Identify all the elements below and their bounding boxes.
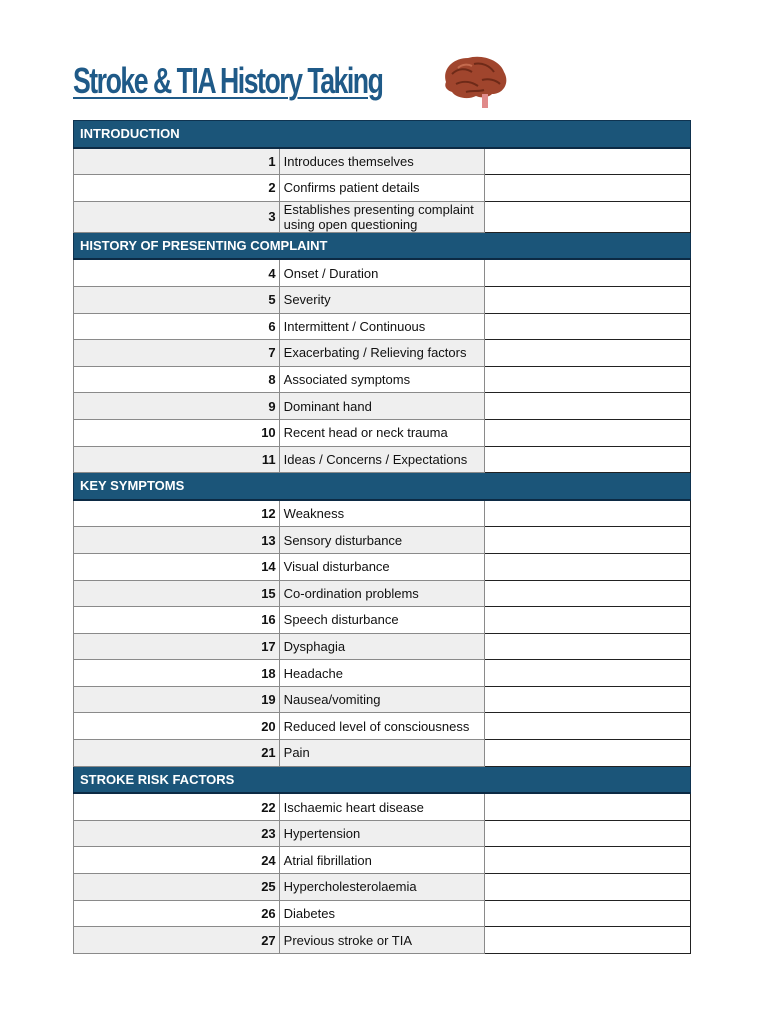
page-title: Stroke & TIA History Taking: [73, 60, 383, 101]
checklist-row: [74, 553, 691, 580]
item-number: 12: [74, 500, 280, 527]
section-header: [74, 121, 691, 148]
item-text: Severity: [279, 286, 485, 313]
checklist-row: [74, 527, 691, 554]
checklist-row: [74, 259, 691, 286]
checkbox-cell[interactable]: [485, 686, 691, 713]
checkbox-cell[interactable]: [485, 847, 691, 874]
item-text: Atrial fibrillation: [279, 847, 485, 874]
item-text: Confirms patient details: [279, 175, 485, 202]
checkbox-cell[interactable]: [485, 607, 691, 634]
checklist-row: [74, 500, 691, 527]
item-text: Exacerbating / Relieving factors: [279, 340, 485, 367]
checkbox-cell[interactable]: [485, 793, 691, 820]
item-number: 20: [74, 713, 280, 740]
item-text: Dominant hand: [279, 393, 485, 420]
item-text: Intermittent / Continuous: [279, 313, 485, 340]
item-number: 22: [74, 793, 280, 820]
checklist-row: [74, 340, 691, 367]
checklist-row: [74, 148, 691, 175]
checklist-row: [74, 793, 691, 820]
checkbox-cell[interactable]: [485, 366, 691, 393]
item-text: Nausea/vomiting: [279, 686, 485, 713]
checkbox-cell[interactable]: [485, 527, 691, 554]
checkbox-cell[interactable]: [485, 201, 691, 232]
item-text: Sensory disturbance: [279, 527, 485, 554]
item-number: 26: [74, 900, 280, 927]
item-text: Onset / Duration: [279, 259, 485, 286]
checklist-row: [74, 607, 691, 634]
checkbox-cell[interactable]: [485, 175, 691, 202]
checklist-row: [74, 847, 691, 874]
item-text: Hypercholesterolaemia: [279, 874, 485, 901]
checkbox-cell[interactable]: [485, 286, 691, 313]
checkbox-cell[interactable]: [485, 553, 691, 580]
checklist-row: [74, 927, 691, 954]
section-heading: HISTORY OF PRESENTING COMPLAINT: [74, 232, 691, 259]
checklist-row: [74, 660, 691, 687]
item-text: Hypertension: [279, 820, 485, 847]
item-number: 7: [74, 340, 280, 367]
item-number: 17: [74, 633, 280, 660]
checklist-row: [74, 900, 691, 927]
item-text: Previous stroke or TIA: [279, 927, 485, 954]
item-number: 3: [74, 201, 280, 232]
item-number: 1: [74, 148, 280, 175]
item-text: Co-ordination problems: [279, 580, 485, 607]
checkbox-cell[interactable]: [485, 713, 691, 740]
brain-icon: [438, 52, 510, 112]
item-text: Diabetes: [279, 900, 485, 927]
item-number: 14: [74, 553, 280, 580]
item-text: Headache: [279, 660, 485, 687]
checklist-row: [74, 313, 691, 340]
item-number: 13: [74, 527, 280, 554]
checklist-row: [74, 419, 691, 446]
item-text: Dysphagia: [279, 633, 485, 660]
item-number: 16: [74, 607, 280, 634]
item-number: 27: [74, 927, 280, 954]
checkbox-cell[interactable]: [485, 820, 691, 847]
item-number: 6: [74, 313, 280, 340]
checkbox-cell[interactable]: [485, 419, 691, 446]
checkbox-cell[interactable]: [485, 393, 691, 420]
section-heading: KEY SYMPTOMS: [74, 473, 691, 500]
item-text: Ischaemic heart disease: [279, 793, 485, 820]
checkbox-cell[interactable]: [485, 740, 691, 767]
checkbox-cell[interactable]: [485, 874, 691, 901]
section-header: [74, 473, 691, 500]
section-header: [74, 766, 691, 793]
checklist-table: [73, 120, 691, 954]
section-header: [74, 232, 691, 259]
checklist-row: [74, 686, 691, 713]
item-text: Ideas / Concerns / Expectations: [279, 446, 485, 473]
item-number: 15: [74, 580, 280, 607]
checkbox-cell[interactable]: [485, 927, 691, 954]
item-text: Establishes presenting complaint using open questioning: [279, 201, 485, 232]
item-number: 24: [74, 847, 280, 874]
item-number: 4: [74, 259, 280, 286]
checklist-row: [74, 820, 691, 847]
item-number: 18: [74, 660, 280, 687]
checklist-row: [74, 201, 691, 232]
checkbox-cell[interactable]: [485, 660, 691, 687]
checklist-row: [74, 175, 691, 202]
item-text: Speech disturbance: [279, 607, 485, 634]
item-text: Introduces themselves: [279, 148, 485, 175]
item-text: Reduced level of consciousness: [279, 713, 485, 740]
checkbox-cell[interactable]: [485, 313, 691, 340]
checkbox-cell[interactable]: [485, 148, 691, 175]
checkbox-cell[interactable]: [485, 900, 691, 927]
item-number: 9: [74, 393, 280, 420]
item-number: 19: [74, 686, 280, 713]
checkbox-cell[interactable]: [485, 446, 691, 473]
checkbox-cell[interactable]: [485, 633, 691, 660]
item-number: 2: [74, 175, 280, 202]
checklist-row: [74, 874, 691, 901]
checklist-row: [74, 740, 691, 767]
checklist-row: [74, 446, 691, 473]
item-text: Weakness: [279, 500, 485, 527]
checklist-row: [74, 286, 691, 313]
checklist-row: [74, 366, 691, 393]
checklist-row: [74, 580, 691, 607]
item-number: 21: [74, 740, 280, 767]
item-number: 11: [74, 446, 280, 473]
item-number: 23: [74, 820, 280, 847]
checkbox-cell[interactable]: [485, 580, 691, 607]
item-text: Visual disturbance: [279, 553, 485, 580]
checklist-row: [74, 393, 691, 420]
checkbox-cell[interactable]: [485, 340, 691, 367]
checkbox-cell[interactable]: [485, 500, 691, 527]
item-number: 10: [74, 419, 280, 446]
checkbox-cell[interactable]: [485, 259, 691, 286]
item-number: 5: [74, 286, 280, 313]
item-text: Associated symptoms: [279, 366, 485, 393]
item-number: 25: [74, 874, 280, 901]
checklist-row: [74, 713, 691, 740]
section-heading: STROKE RISK FACTORS: [74, 766, 691, 793]
checklist-row: [74, 633, 691, 660]
item-text: Pain: [279, 740, 485, 767]
item-number: 8: [74, 366, 280, 393]
item-text: Recent head or neck trauma: [279, 419, 485, 446]
section-heading: INTRODUCTION: [74, 121, 691, 148]
